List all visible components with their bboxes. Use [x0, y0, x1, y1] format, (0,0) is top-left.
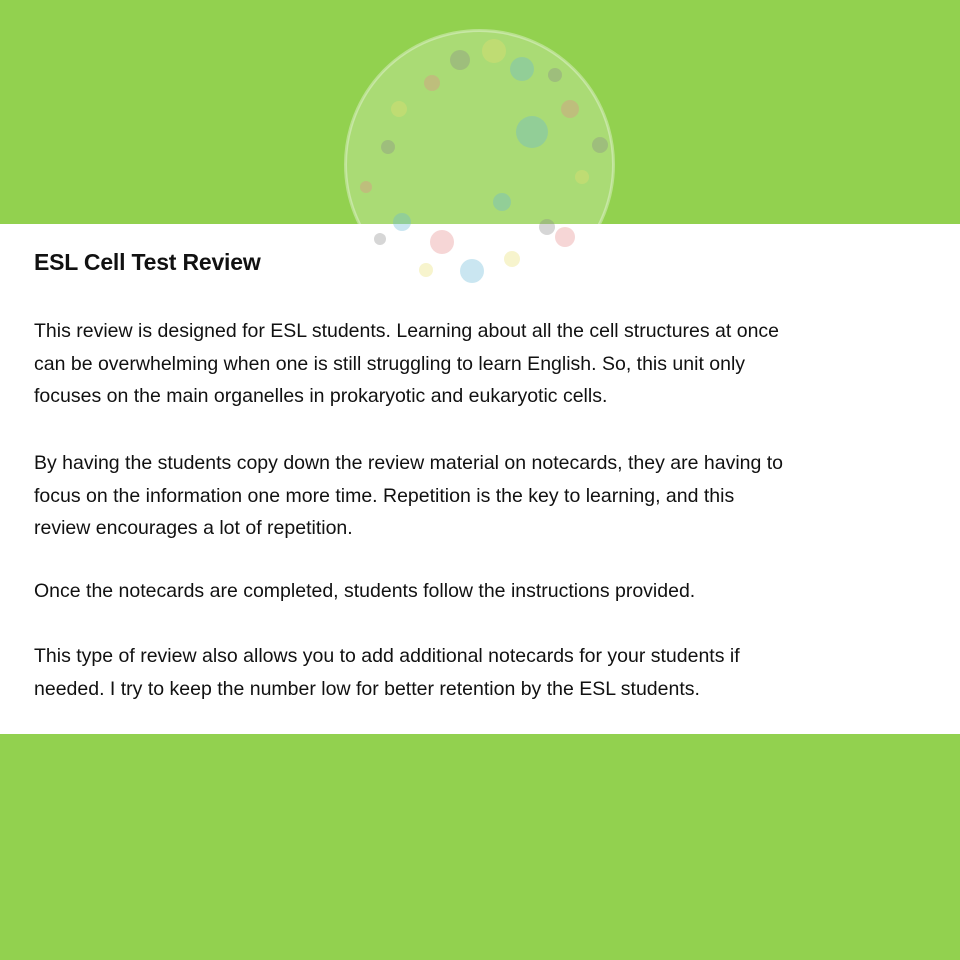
paragraph-notecards: By having the students copy down the review material on notecards, they are having to focus on the information one more time. Repetition is the key to learning, and this review encourages a lot of repetition.: [34, 452, 784, 539]
paragraph-instructions: Once the notecards are completed, students follow the instructions provided.: [34, 580, 696, 602]
document-title: ESL Cell Test Review: [34, 249, 261, 275]
paragraph-additional: This type of review also allows you to add additional notecards for your students if needed. I try to keep the number low for better retention by the ESL students.: [34, 645, 740, 700]
paragraph-intro: This review is designed for ESL students. Learning about all the cell structures at once can be overwhelming when one is still struggling to learn English. So, this unit only focuses on the main organelles in prokaryotic and eukaryotic cells.: [34, 320, 780, 407]
